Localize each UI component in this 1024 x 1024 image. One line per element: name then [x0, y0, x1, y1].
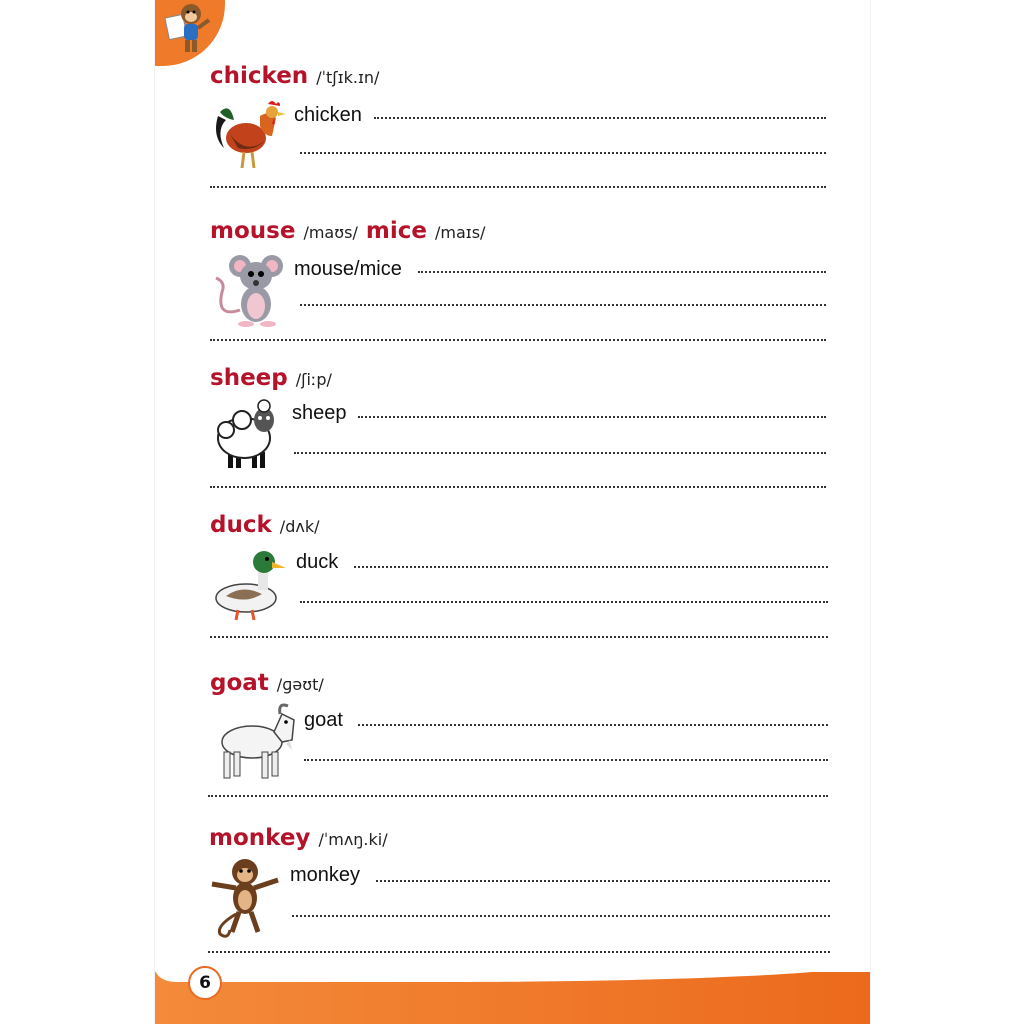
word-title-monkey: monkey /ˈmʌŋ.ki/	[209, 825, 388, 851]
word-title-chicken: chicken /ˈtʃɪk.ɪn/	[210, 63, 380, 89]
word-title-goat: goat /ɡəʊt/	[210, 670, 324, 696]
write-line[interactable]	[208, 951, 830, 953]
write-line[interactable]	[358, 416, 826, 418]
page-number: 6	[188, 966, 222, 1000]
prompt-chicken: chicken	[294, 104, 362, 126]
duck-icon	[212, 544, 288, 624]
write-line[interactable]	[300, 152, 826, 154]
monkey-mascot-icon	[161, 0, 221, 60]
write-line[interactable]	[376, 880, 830, 882]
word-title-sheep: sheep /ʃiːp/	[210, 365, 332, 391]
write-line[interactable]	[210, 486, 826, 488]
write-line[interactable]	[374, 117, 826, 119]
mouse-icon	[210, 248, 290, 328]
write-line[interactable]	[418, 271, 826, 273]
prompt-monkey: monkey	[290, 864, 361, 886]
write-line[interactable]	[210, 186, 826, 188]
prompt-sheep: sheep	[292, 402, 347, 424]
sheep-icon	[212, 396, 282, 474]
write-line[interactable]	[210, 636, 828, 638]
prompt-mouse-mice: mouse/mice	[294, 258, 402, 280]
write-line[interactable]	[208, 795, 828, 797]
corner-badge	[155, 0, 225, 66]
write-line[interactable]	[354, 566, 828, 568]
write-line[interactable]	[300, 601, 828, 603]
goat-icon	[212, 700, 298, 784]
write-line[interactable]	[210, 339, 826, 341]
monkey-icon	[206, 856, 286, 940]
write-line[interactable]	[300, 304, 826, 306]
write-line[interactable]	[304, 759, 828, 761]
word-title-duck: duck /dʌk/	[210, 512, 320, 538]
write-line[interactable]	[292, 915, 830, 917]
write-line[interactable]	[294, 452, 826, 454]
prompt-duck: duck	[296, 551, 339, 573]
write-line[interactable]	[358, 724, 828, 726]
prompt-goat: goat	[304, 709, 343, 731]
word-title-mouse: mouse /maʊs/ mice /maɪs/	[210, 218, 486, 244]
rooster-icon	[210, 96, 288, 174]
